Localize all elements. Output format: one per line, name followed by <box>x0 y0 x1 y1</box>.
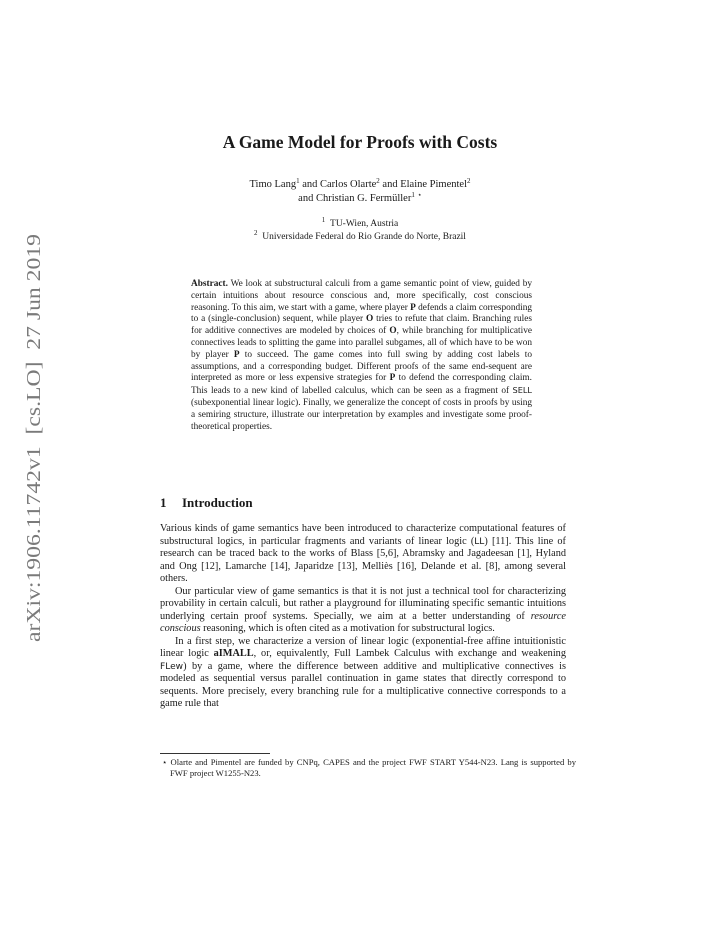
sans-term: SELL <box>512 385 532 396</box>
text-run: (subexponential linear logic). Finally, we generalize the concept of costs in proofs by using a semiring structure, illustrate our interpretation by examples and investigate some proof-theoretical properties. <box>191 397 532 432</box>
affiliation-mark: 2 <box>254 229 258 237</box>
text-run: ) by a game, where the difference between additive and multiplicative connectives is modeled as sequential versus parallel continuation in game states that directly correspond to sequents. More precisely, every branching rule for a multiplicative connective corresponds to a game rule that <box>160 660 566 709</box>
author-line-2 <box>150 192 570 206</box>
section-title: Introduction <box>182 495 253 510</box>
text-run: , or, equivalently, Full Lambek Calculus with exchange and weakening <box>253 648 566 659</box>
bold-term: aIMALL <box>213 648 254 659</box>
bold-term: P <box>389 373 396 384</box>
affiliation-text: TU-Wien, Austria <box>330 219 399 229</box>
paper-title: A Game Model for Proofs with Costs <box>222 132 498 152</box>
abstract <box>191 279 532 433</box>
bold-term: P <box>410 302 416 313</box>
affiliations <box>150 218 570 244</box>
affiliation-mark: 2 <box>467 177 471 185</box>
affiliation-mark: 1 <box>296 177 300 185</box>
section-number: 1 <box>160 495 167 510</box>
abstract-label: Abstract. <box>191 279 228 289</box>
section-heading <box>160 495 253 511</box>
sans-term: FLew <box>160 661 184 672</box>
footnote-text: Olarte and Pimentel are funded by CNPq, CAPES and the project FWF START Y544-N23. Lang is supported by FWF project W1255-N23. <box>170 757 576 778</box>
section-body <box>160 523 566 711</box>
affiliation-text: Universidade Federal do Rio Grande do Norte, Brazil <box>262 232 466 242</box>
bold-term: O <box>366 314 374 325</box>
arxiv-identifier <box>21 232 47 642</box>
text-run: to defend the corresponding claim. This leads to a new kind of labelled calculus, which can be seen as a fragment of <box>191 373 532 397</box>
text-run: Our particular view of game semantics is that it is not just a technical tool for characterizing provability in certain calculi, but rather a playground for illuminating specific semantic intuitions underlying certain proof systems. Specially, we aim at a better understanding of <box>160 585 566 622</box>
author-separator: and <box>379 179 401 190</box>
author-separator: and <box>298 193 316 204</box>
affiliation-mark: 1 <box>411 191 415 199</box>
arxiv-identifier-text: arXiv:1906.11742v1 [cs.LO] 27 Jun 2019 <box>23 297 45 642</box>
affiliation-line <box>150 218 570 231</box>
author-line-1 <box>150 178 570 192</box>
body-paragraph <box>160 636 566 711</box>
affiliation-mark: 1 <box>321 216 326 224</box>
text-run: Various kinds of game semantics have been introduced to characterize computational features of substructural logics, in particular fragments and variants of linear logic ( <box>160 523 566 547</box>
author-name: Christian G. Fermüller <box>315 193 412 204</box>
footnote-star-mark: ⋆ <box>417 191 422 199</box>
bold-term: O <box>389 326 397 337</box>
author-name: Timo Lang <box>249 179 297 190</box>
text-run: to succeed. The game comes into full swing by adding cost labels to assumptions, and a corresponding budget. Different proofs of the same end-sequent are interpreted as more or less expensive strategies for <box>191 349 532 384</box>
text-run: , while branching for multiplicative connectives leads to splitting the game into parallel subgames, all of which have to be won by player <box>191 326 532 360</box>
text-run: tries to refute that claim. Branching rules for additive connectives are modeled by choices of <box>191 314 532 337</box>
italic-term: resource conscious <box>160 610 566 634</box>
author-separator: and <box>299 179 321 190</box>
text-run: defends a claim corresponding to a (single-conclusion) sequent, while player <box>191 302 532 325</box>
author-name: Carlos Olarte <box>320 179 377 190</box>
bold-term: P <box>233 349 240 360</box>
sans-term: LL <box>474 536 485 547</box>
footnote-mark: ⋆ <box>162 757 168 767</box>
author-block <box>150 178 570 206</box>
footnote-divider <box>160 753 270 754</box>
text-run: In a first step, we characterize a version of linear logic (exponential-free affine intuitionistic linear logic <box>160 635 566 659</box>
affiliation-mark: 2 <box>376 177 380 185</box>
body-paragraph <box>160 523 566 586</box>
affiliation-line <box>150 231 570 244</box>
footnote <box>160 757 576 779</box>
author-name: Elaine Pimentel <box>400 179 467 190</box>
body-paragraph <box>160 586 566 636</box>
text-run: We look at substructural calculi from a game semantic point of view, guided by certain intuitions about resource conscious and, more specifically, cost conscious reasoning. To this aim, we start with a game, where player <box>191 279 532 313</box>
text-run: reasoning, which is often cited as a motivation for substructural logics. <box>200 623 495 634</box>
text-run: ) [11]. This line of research can be traced back to the works of Blass [5,6], Abramsky and Jagadeesan [1], Hyland and Ong [12], Lamarche [14], Japaridze [13], Melliès [16], Delande et al. [8], among several others. <box>160 535 566 584</box>
